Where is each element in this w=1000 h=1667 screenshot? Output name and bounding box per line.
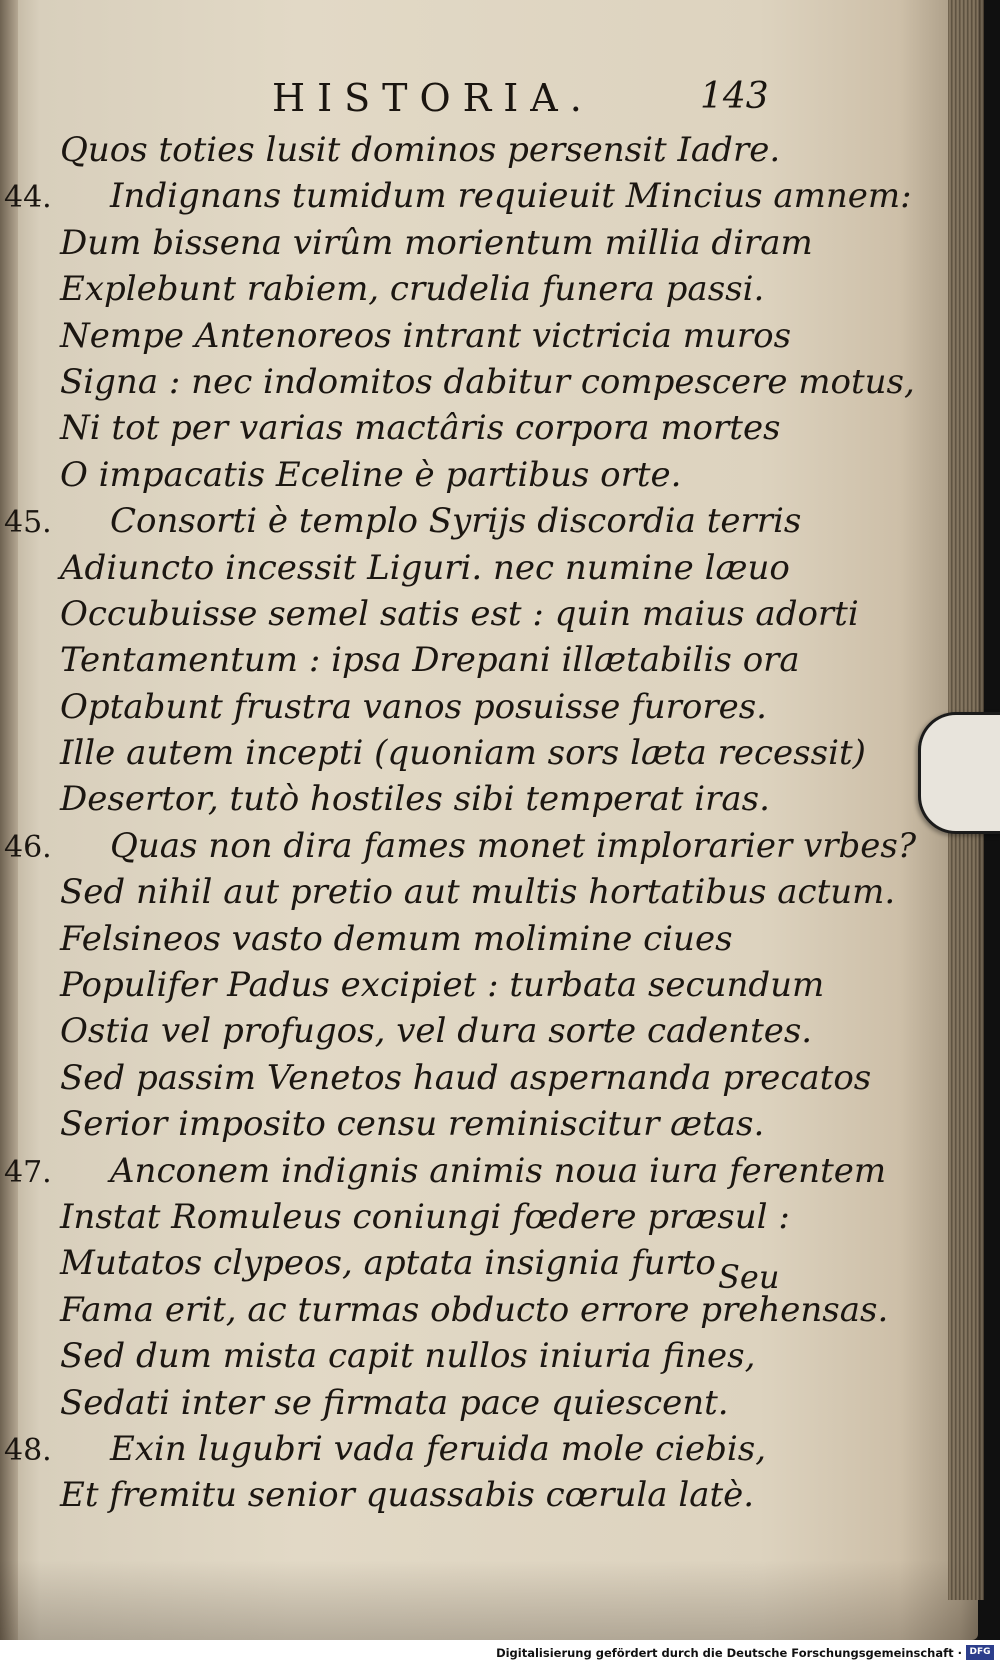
verse-line (0, 1383, 978, 1429)
verse-text: Adiuncto incessit Liguri. nec numine læuo (60, 547, 790, 588)
verse-line (0, 130, 978, 176)
verse-text: Nempe Antenoreos intrant victricia muros (60, 315, 792, 356)
verse-line (0, 455, 978, 501)
verse-text: Fama erit, ac turmas obducto errore prehensas. (60, 1289, 889, 1330)
verse-line (0, 1011, 978, 1057)
verse-line (0, 1290, 978, 1336)
verse-text: Anconem indignis animis noua iura ferentem (110, 1150, 887, 1191)
verse-line (0, 919, 978, 965)
verse-line (0, 733, 978, 779)
verse-line (0, 223, 978, 269)
verse-text: Sedati inter se firmata pace quiescent. (60, 1382, 729, 1423)
verse-line (0, 548, 978, 594)
verse-line (0, 1104, 978, 1150)
verse-line (0, 965, 978, 1011)
running-title: HISTORIA. (272, 76, 594, 120)
dfg-logo: DFG (966, 1645, 994, 1660)
stanza-number: 46. (4, 829, 52, 865)
verse-text: Consorti è templo Syrijs discordia terris (110, 501, 802, 542)
stanza-number: 48. (4, 1432, 52, 1468)
verse-text: Et fremitu senior quassabis cœrula latè. (60, 1475, 755, 1516)
stanza-number: 47. (4, 1154, 52, 1190)
verse-line (0, 408, 978, 454)
verse-line (0, 1429, 978, 1475)
verse-text: Ostia vel profugos, vel dura sorte cadentes. (60, 1011, 813, 1052)
verse-text: Sed passim Venetos haud aspernanda precatos (60, 1057, 872, 1098)
verse-line (0, 1336, 978, 1382)
verse-text: Populifer Padus excipiet : turbata secundum (60, 965, 825, 1006)
verse-text: Quas non dira fames monet implorarier vrbes? (110, 825, 917, 866)
verse-text: Instat Romuleus coniungi fœdere præsul : (60, 1196, 790, 1237)
verse-text: Signa : nec indomitos dabitur compescere motus, (60, 361, 915, 402)
verse-line (0, 1243, 978, 1289)
stanza-number: 44. (4, 180, 52, 216)
verse-line (0, 594, 978, 640)
verse-line (0, 687, 978, 733)
funding-credit: Digitalisierung gefördert durch die Deutsche Forschungsgemeinschaft · (496, 1646, 962, 1660)
verse-text: Ille autem incepti (quoniam sors læta recessit) (60, 733, 866, 774)
verse-text: Tentamentum : ipsa Drepani illætabilis ora (60, 640, 800, 681)
verse-text: Desertor, tutò hostiles sibi temperat iras. (60, 779, 770, 820)
verse-line (0, 176, 978, 222)
catchword: Seu (718, 1258, 780, 1296)
verse-text: Dum bissena virûm morientum millia diram (60, 222, 813, 263)
verse-text: Sed dum mista capit nullos iniuria fines, (60, 1336, 756, 1377)
page-header (0, 76, 978, 126)
verse-line (0, 1151, 978, 1197)
verse-text: O impacatis Eceline è partibus orte. (60, 454, 682, 495)
verse-text: Sed nihil aut pretio aut multis hortatibus actum. (60, 872, 896, 913)
verse-line (0, 872, 978, 918)
verse-text: Felsineos vasto demum molimine ciues (60, 918, 733, 959)
verse-line (0, 779, 978, 825)
verse-line (0, 362, 978, 408)
page-number: 143 (700, 76, 769, 117)
page-shadow (0, 1560, 978, 1640)
verse-text: Occubuisse semel satis est : quin maius adorti (60, 593, 859, 634)
verse-line (0, 1058, 978, 1104)
verse-text: Explebunt rabiem, crudelia funera passi. (60, 269, 765, 310)
verse-line (0, 1197, 978, 1243)
verse-text: Mutatos clypeos, aptata insignia furto (60, 1243, 716, 1284)
verse-text: Indignans tumidum requieuit Mincius amnem: (110, 176, 912, 217)
verse-line (0, 1475, 978, 1521)
verse-text: Ni tot per varias mactâris corpora mortes (60, 408, 781, 449)
digitization-footer (0, 1640, 1000, 1667)
verse-block (0, 130, 978, 1522)
verse-line (0, 501, 978, 547)
verse-text: Optabunt frustra vanos posuisse furores. (60, 686, 767, 727)
verse-line (0, 640, 978, 686)
page-marker-tab (918, 712, 1000, 834)
verse-line (0, 316, 978, 362)
verse-text: Exin lugubri vada feruida mole ciebis, (110, 1428, 767, 1469)
verse-text: Quos toties lusit dominos persensit Iadre. (60, 130, 781, 170)
verse-line (0, 826, 978, 872)
verse-text: Serior imposito censu reminiscitur ætas. (60, 1104, 765, 1145)
stanza-number: 45. (4, 505, 52, 541)
verse-line (0, 269, 978, 315)
